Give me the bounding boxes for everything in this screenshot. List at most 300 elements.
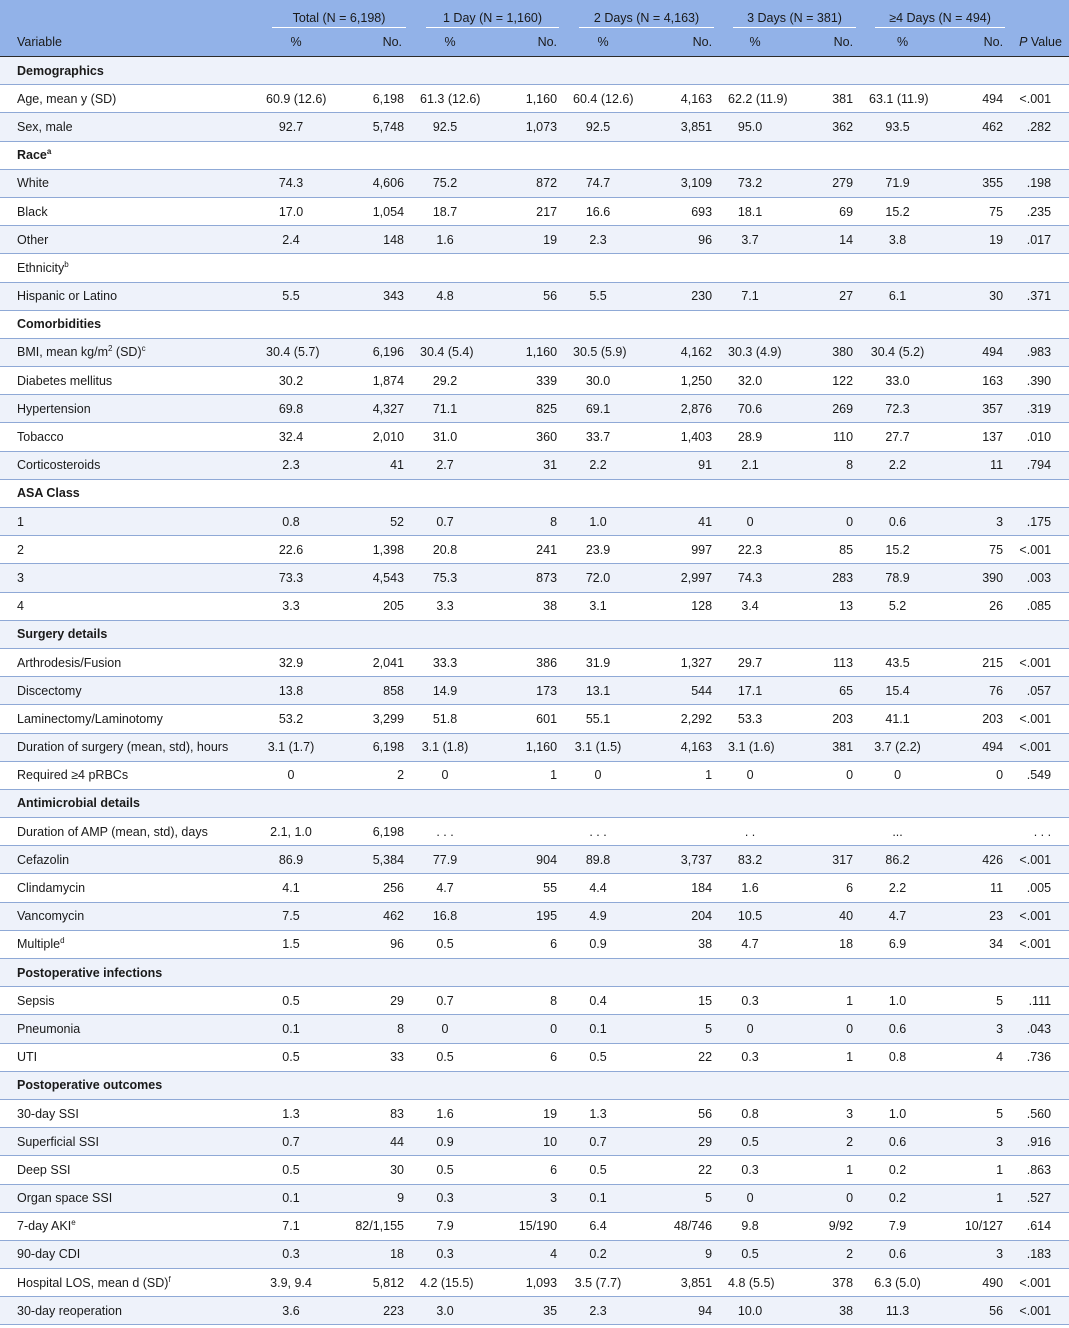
p-value-column-header: P Value (1015, 28, 1069, 57)
header-spacer (1015, 0, 1069, 28)
count-cell: 490 (940, 1269, 1015, 1297)
count-cell: 31 (484, 451, 569, 479)
percent-cell: 30.2 (262, 367, 330, 395)
variable-cell (0, 592, 262, 620)
percent-cell: 4.8 (416, 282, 484, 310)
percent-cell: 3.1 (1.5) (569, 733, 637, 761)
percent-cell: 1.3 (569, 1099, 637, 1127)
table-row (0, 508, 1069, 536)
percent-cell: 3.6 (262, 1297, 330, 1325)
p-value-cell: .527 (1015, 1184, 1069, 1212)
percent-cell: 33.3 (416, 648, 484, 676)
section-label: Race (17, 148, 47, 163)
percent-cell: 7.9 (865, 1212, 940, 1240)
count-cell: 355 (940, 169, 1015, 197)
count-cell: 4,606 (330, 169, 416, 197)
variable-label: 30-day SSI (17, 1106, 79, 1121)
p-value-cell: <.001 (1015, 1269, 1069, 1297)
table-row (0, 395, 1069, 423)
count-cell: 360 (484, 423, 569, 451)
variable-cell (0, 1099, 262, 1127)
percent-cell: 7.1 (262, 1212, 330, 1240)
count-cell: 14 (786, 226, 865, 254)
section-title (0, 141, 1069, 169)
count-cell: 873 (484, 564, 569, 592)
count-cell: 0 (786, 1015, 865, 1043)
percent-cell: 1.3 (262, 1099, 330, 1127)
p-value-cell: <.001 (1015, 902, 1069, 930)
percent-cell: 77.9 (416, 846, 484, 874)
p-value-cell: .863 (1015, 1156, 1069, 1184)
variable-cell (0, 1240, 262, 1268)
percent-cell: 4.7 (865, 902, 940, 930)
count-cell: 27 (786, 282, 865, 310)
p-value-cell: .198 (1015, 169, 1069, 197)
percent-cell: 0.5 (569, 1043, 637, 1071)
percent-cell: 0.5 (416, 1043, 484, 1071)
variable-label: 4 (17, 599, 24, 614)
percent-cell: 53.2 (262, 705, 330, 733)
count-cell: 38 (786, 1297, 865, 1325)
percent-cell: 0.5 (262, 987, 330, 1015)
count-cell: 1,093 (484, 1269, 569, 1297)
percent-cell: 0.1 (569, 1184, 637, 1212)
percent-cell: 16.8 (416, 902, 484, 930)
section-header-row (0, 620, 1069, 648)
percent-cell: 0.1 (262, 1015, 330, 1043)
num-column-header: No. (786, 28, 865, 57)
count-cell: 96 (637, 226, 724, 254)
count-cell: 34 (940, 930, 1015, 958)
percent-cell: 0.8 (724, 1099, 786, 1127)
percent-cell: 7.5 (262, 902, 330, 930)
percent-cell: 55.1 (569, 705, 637, 733)
count-cell: 279 (786, 169, 865, 197)
group-header-4-plus-days: ≥4 Days (N = 494) (865, 0, 1015, 28)
percent-cell: 15.2 (865, 536, 940, 564)
percent-cell: 0.3 (724, 1156, 786, 1184)
variable-label: Diabetes mellitus (17, 373, 113, 388)
variable-cell (0, 395, 262, 423)
count-cell: 426 (940, 846, 1015, 874)
count-cell: 3,299 (330, 705, 416, 733)
percent-cell: 6.3 (5.0) (865, 1269, 940, 1297)
percent-cell: 23.9 (569, 536, 637, 564)
variable-label: White (17, 176, 49, 191)
table-row (0, 677, 1069, 705)
table-row (0, 423, 1069, 451)
percent-cell: 30.5 (5.9) (569, 338, 637, 366)
count-cell: 122 (786, 367, 865, 395)
variable-label-tail: (SD) (112, 345, 142, 360)
section-label: Postoperative outcomes (17, 1078, 163, 1093)
percent-cell: 0.5 (416, 1156, 484, 1184)
count-cell: 13 (786, 592, 865, 620)
count-cell: 2 (786, 1240, 865, 1268)
count-cell: 3,851 (637, 113, 724, 141)
count-cell: 390 (940, 564, 1015, 592)
table-row (0, 282, 1069, 310)
percent-cell: 78.9 (865, 564, 940, 592)
count-cell: 1,327 (637, 648, 724, 676)
section-label: Comorbidities (17, 317, 102, 332)
section-header-row (0, 1071, 1069, 1099)
percent-cell: 3.1 (569, 592, 637, 620)
percent-cell: 30.4 (5.7) (262, 338, 330, 366)
percent-cell: 0.5 (724, 1128, 786, 1156)
p-value-cell: .057 (1015, 677, 1069, 705)
count-cell: 3 (786, 1099, 865, 1127)
percent-cell: 6.9 (865, 930, 940, 958)
count-cell (786, 818, 865, 846)
percent-cell: 0.5 (262, 1156, 330, 1184)
variable-column-header: Variable (0, 28, 262, 57)
percent-cell: 0.5 (569, 1156, 637, 1184)
variable-label: 90-day CDI (17, 1247, 81, 1262)
percent-cell: . . . (569, 818, 637, 846)
percent-cell: 41.1 (865, 705, 940, 733)
count-cell: 1 (940, 1156, 1015, 1184)
percent-cell: 4.7 (416, 874, 484, 902)
variable-label: Hospital LOS, mean d (SD) (17, 1275, 169, 1290)
count-cell: 29 (637, 1128, 724, 1156)
variable-label: Required ≥4 pRBCs (17, 768, 129, 783)
table-row (0, 1240, 1069, 1268)
section-label: Surgery details (17, 627, 108, 642)
table-row (0, 987, 1069, 1015)
count-cell: 94 (637, 1297, 724, 1325)
count-cell: 5 (940, 1099, 1015, 1127)
variable-cell (0, 1184, 262, 1212)
footnote-marker: d (60, 936, 65, 946)
percent-cell: 92.5 (569, 113, 637, 141)
percent-cell: 2.1, 1.0 (262, 818, 330, 846)
percent-cell: 22.3 (724, 536, 786, 564)
count-cell: 1,874 (330, 367, 416, 395)
section-label: ASA Class (17, 486, 80, 501)
percent-cell: 30.4 (5.2) (865, 338, 940, 366)
header-spacer (0, 0, 262, 28)
table-row (0, 846, 1069, 874)
percent-cell: 3.1 (1.6) (724, 733, 786, 761)
count-cell: 6,196 (330, 338, 416, 366)
count-cell: 128 (637, 592, 724, 620)
count-cell: 41 (637, 508, 724, 536)
count-cell: 0 (786, 508, 865, 536)
variable-cell (0, 902, 262, 930)
percent-cell: 0.7 (416, 987, 484, 1015)
percent-cell: 3.1 (1.7) (262, 733, 330, 761)
percent-cell: 32.9 (262, 648, 330, 676)
percent-cell: 13.1 (569, 677, 637, 705)
count-cell: 1,054 (330, 197, 416, 225)
percent-cell: 60.4 (12.6) (569, 85, 637, 113)
percent-cell: 89.8 (569, 846, 637, 874)
variable-cell (0, 226, 262, 254)
percent-cell: 4.1 (262, 874, 330, 902)
percent-cell: 15.4 (865, 677, 940, 705)
count-cell: 3 (940, 1128, 1015, 1156)
count-cell: 205 (330, 592, 416, 620)
count-cell: 283 (786, 564, 865, 592)
percent-cell: 0.1 (569, 1015, 637, 1043)
count-cell: 4,327 (330, 395, 416, 423)
percent-cell: 30.3 (4.9) (724, 338, 786, 366)
percent-cell: 33.7 (569, 423, 637, 451)
count-cell: 4,163 (637, 85, 724, 113)
count-cell: 19 (484, 226, 569, 254)
percent-cell: 0.4 (569, 987, 637, 1015)
count-cell: 8 (330, 1015, 416, 1043)
table-row (0, 1015, 1069, 1043)
variable-label: Duration of surgery (mean, std), hours (17, 740, 229, 755)
percent-cell: 5.5 (569, 282, 637, 310)
variable-label: 7-day AKI (17, 1219, 72, 1234)
p-value-cell: <.001 (1015, 85, 1069, 113)
percent-cell: 0.2 (569, 1240, 637, 1268)
variable-label: Clindamycin (17, 881, 86, 896)
count-cell: 11 (940, 874, 1015, 902)
percent-cell: 9.8 (724, 1212, 786, 1240)
p-value-cell: .003 (1015, 564, 1069, 592)
count-cell: 230 (637, 282, 724, 310)
count-cell: 0 (940, 761, 1015, 789)
table-body (0, 57, 1069, 1325)
count-cell: 1,398 (330, 536, 416, 564)
percent-cell: 1.0 (569, 508, 637, 536)
count-cell: 6 (484, 1043, 569, 1071)
pct-column-header: % (724, 28, 786, 57)
percent-cell: 0 (724, 1015, 786, 1043)
percent-cell: 0 (416, 1015, 484, 1043)
percent-cell: 69.8 (262, 395, 330, 423)
count-cell: 825 (484, 395, 569, 423)
percent-cell: 2.3 (262, 451, 330, 479)
percent-cell: 18.7 (416, 197, 484, 225)
pct-column-header: % (416, 28, 484, 57)
percent-cell: 7.1 (724, 282, 786, 310)
count-cell: 0 (786, 761, 865, 789)
variable-cell (0, 818, 262, 846)
table-row (0, 367, 1069, 395)
count-cell: 381 (786, 733, 865, 761)
section-title (0, 479, 1069, 507)
p-value-cell: <.001 (1015, 705, 1069, 733)
variable-cell (0, 1156, 262, 1184)
count-cell: 2,010 (330, 423, 416, 451)
percent-cell: 86.2 (865, 846, 940, 874)
count-cell: 872 (484, 169, 569, 197)
percent-cell: 6.1 (865, 282, 940, 310)
count-cell: 494 (940, 85, 1015, 113)
count-cell: 462 (940, 113, 1015, 141)
count-cell: 3 (940, 508, 1015, 536)
count-cell: 9 (637, 1240, 724, 1268)
count-cell: 96 (330, 930, 416, 958)
percent-cell: 62.2 (11.9) (724, 85, 786, 113)
p-value-cell: .010 (1015, 423, 1069, 451)
count-cell: 9/92 (786, 1212, 865, 1240)
percent-cell: 33.0 (865, 367, 940, 395)
section-header-row (0, 254, 1069, 282)
p-value-cell: .794 (1015, 451, 1069, 479)
percent-cell: 3.1 (1.8) (416, 733, 484, 761)
percent-cell: 86.9 (262, 846, 330, 874)
count-cell: 26 (940, 592, 1015, 620)
count-cell: 6,198 (330, 733, 416, 761)
percent-cell: 92.5 (416, 113, 484, 141)
variable-cell (0, 677, 262, 705)
footnote-marker: f (168, 1274, 171, 1284)
count-cell: 6,198 (330, 85, 416, 113)
num-column-header: No. (484, 28, 569, 57)
count-cell: 3 (940, 1015, 1015, 1043)
percent-cell: 0.9 (569, 930, 637, 958)
count-cell: 2 (786, 1128, 865, 1156)
count-cell: 1,160 (484, 338, 569, 366)
p-value-cell: .371 (1015, 282, 1069, 310)
count-cell: 10/127 (940, 1212, 1015, 1240)
percent-cell: 2.2 (569, 451, 637, 479)
count-cell: 494 (940, 338, 1015, 366)
count-cell: 5 (940, 987, 1015, 1015)
count-cell (940, 818, 1015, 846)
percent-cell: 72.0 (569, 564, 637, 592)
count-cell: 3,737 (637, 846, 724, 874)
table-row (0, 1099, 1069, 1127)
variable-cell (0, 508, 262, 536)
variable-cell (0, 761, 262, 789)
p-value-cell: .560 (1015, 1099, 1069, 1127)
table-row (0, 197, 1069, 225)
variable-label: Organ space SSI (17, 1191, 113, 1206)
variable-label: Deep SSI (17, 1162, 71, 1177)
variable-cell (0, 451, 262, 479)
count-cell: 223 (330, 1297, 416, 1325)
p-value-cell: .005 (1015, 874, 1069, 902)
count-cell: 75 (940, 536, 1015, 564)
count-cell: 6,198 (330, 818, 416, 846)
count-cell: 1 (484, 761, 569, 789)
percent-cell: 0 (724, 508, 786, 536)
section-title (0, 959, 1069, 987)
percent-cell: 32.4 (262, 423, 330, 451)
percent-cell: 22.6 (262, 536, 330, 564)
count-cell: 82/1,155 (330, 1212, 416, 1240)
count-cell: 462 (330, 902, 416, 930)
variable-cell (0, 1015, 262, 1043)
variable-label: 3 (17, 570, 24, 585)
percent-cell: 3.8 (865, 226, 940, 254)
percent-cell: 0.1 (262, 1184, 330, 1212)
percent-cell: 0 (569, 761, 637, 789)
pct-column-header: % (262, 28, 330, 57)
count-cell: 1 (786, 1043, 865, 1071)
table-row (0, 733, 1069, 761)
table-row (0, 902, 1069, 930)
count-cell: 1,160 (484, 85, 569, 113)
percent-cell: ... (865, 818, 940, 846)
variable-cell (0, 930, 262, 958)
count-cell: 858 (330, 677, 416, 705)
p-value-cell: . . . (1015, 818, 1069, 846)
percent-cell: 20.8 (416, 536, 484, 564)
count-cell: 18 (786, 930, 865, 958)
group-header-total: Total (N = 6,198) (262, 0, 416, 28)
table-row (0, 1043, 1069, 1071)
count-cell: 56 (637, 1099, 724, 1127)
count-cell: 241 (484, 536, 569, 564)
count-cell: 23 (940, 902, 1015, 930)
percent-cell: 75.3 (416, 564, 484, 592)
count-cell: 9 (330, 1184, 416, 1212)
section-label: Postoperative infections (17, 965, 163, 980)
table-row (0, 1269, 1069, 1297)
count-cell: 217 (484, 197, 569, 225)
percent-cell: 0 (724, 761, 786, 789)
count-cell: 601 (484, 705, 569, 733)
percent-cell: 0 (262, 761, 330, 789)
percent-cell: 70.6 (724, 395, 786, 423)
count-cell: 4 (484, 1240, 569, 1268)
count-cell: 362 (786, 113, 865, 141)
percent-cell: 7.9 (416, 1212, 484, 1240)
percent-cell: 0.3 (262, 1240, 330, 1268)
variable-label: Arthrodesis/Fusion (17, 655, 122, 670)
percent-cell: 0.5 (416, 930, 484, 958)
variable-label: Sepsis (17, 993, 55, 1008)
percent-cell: 63.1 (11.9) (865, 85, 940, 113)
count-cell: 203 (786, 705, 865, 733)
count-cell: 11 (940, 451, 1015, 479)
variable-cell (0, 1212, 262, 1240)
table-row (0, 648, 1069, 676)
percent-cell: 32.0 (724, 367, 786, 395)
count-cell: 4,543 (330, 564, 416, 592)
percent-cell: 4.4 (569, 874, 637, 902)
variable-label: Vancomycin (17, 909, 85, 924)
percent-cell: 1.5 (262, 930, 330, 958)
count-cell: 83 (330, 1099, 416, 1127)
variable-cell (0, 282, 262, 310)
count-cell: 29 (330, 987, 416, 1015)
section-title (0, 789, 1069, 817)
unit-superscript: 2 (108, 344, 113, 354)
count-cell: 55 (484, 874, 569, 902)
section-header-row (0, 141, 1069, 169)
count-cell: 1 (786, 987, 865, 1015)
count-cell: 5 (637, 1015, 724, 1043)
count-cell: 19 (484, 1099, 569, 1127)
variable-cell (0, 1128, 262, 1156)
table-row (0, 85, 1069, 113)
count-cell: 544 (637, 677, 724, 705)
percent-cell: 74.7 (569, 169, 637, 197)
p-value-cell: <.001 (1015, 930, 1069, 958)
count-cell: 10 (484, 1128, 569, 1156)
variable-label: Multiple (17, 937, 61, 952)
count-cell: 52 (330, 508, 416, 536)
section-title (0, 1071, 1069, 1099)
variable-label: Tobacco (17, 430, 64, 445)
percent-cell: 5.2 (865, 592, 940, 620)
section-header-row (0, 789, 1069, 817)
count-cell: 69 (786, 197, 865, 225)
percent-cell: 0.6 (865, 508, 940, 536)
count-cell: 256 (330, 874, 416, 902)
percent-cell: 83.2 (724, 846, 786, 874)
variable-label: Sex, male (17, 119, 73, 134)
